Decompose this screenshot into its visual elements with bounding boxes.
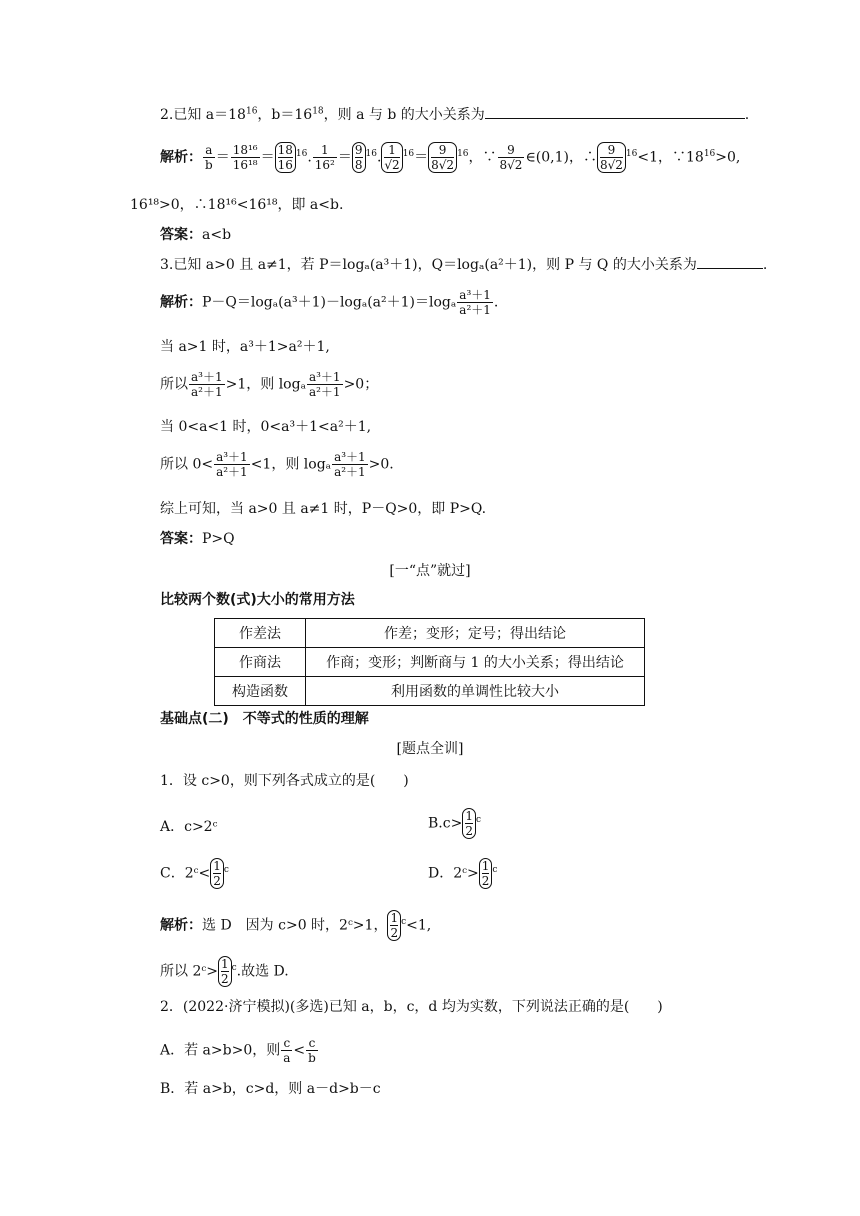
paren-fraction: $\frac{1}{2}$: [479, 858, 493, 889]
q3-case1-result: 所以 $\frac{\text{a³＋1}}{\text{a²＋1}}$ >1，则 logₐ $\frac{\text{a³＋1}}{\text{a²＋1}}$ >0；: [160, 370, 379, 399]
method-cell: 作差法: [215, 619, 306, 648]
fraction: $\frac{\text{18¹⁶}}{\text{16¹⁸}}$: [232, 143, 258, 172]
fraction: $\frac{\text{a³＋1}}{\text{a²＋1}}$: [308, 370, 341, 399]
q2-stem: 2.已知 $a=18^{16}$，$b=16^{18}$，则 a 与 b 的大小关系为 .: [160, 106, 750, 123]
paren-fraction: $\frac{1}{2}$: [462, 808, 476, 839]
paren-fraction: $\frac{1}{2}$: [218, 956, 232, 987]
fraction: $\frac{c}{a}$: [283, 1036, 291, 1065]
section-heading: [一“点”就过]: [389, 563, 471, 579]
section-title-2: 基础点(二) 不等式的性质的理解: [160, 711, 369, 727]
answer-blank: [485, 106, 745, 119]
p2-option-a: A．若 a>b>0，则 $\frac{c}{a}$ < $\frac{c}{b}$: [160, 1036, 316, 1065]
p1-option-a: A．c>2ᶜ: [160, 819, 218, 835]
methods-table: [214, 618, 645, 706]
table-row: [215, 648, 645, 677]
fraction: $\frac{a}{b}$: [205, 143, 213, 172]
answer-blank: [697, 256, 763, 269]
paren-fraction: $\frac{1}{√2}$: [381, 142, 402, 173]
fraction: $\frac{1}{\text{16²}}$: [314, 143, 335, 172]
fraction: $\frac{c}{b}$: [308, 1036, 316, 1065]
paren-fraction: $\frac{9}{8√2}$: [597, 142, 626, 173]
paren-fraction: $\frac{1}{2}$: [387, 910, 401, 941]
steps-cell: 作差；变形；定号；得出结论: [306, 619, 645, 648]
steps-cell: 作商；变形；判断商与 1 的大小关系；得出结论: [306, 648, 645, 677]
p2-option-b: B．若 a>b，c>d，则 a－d>b－c: [160, 1081, 381, 1097]
q3-answer: 答案：P>Q: [160, 531, 235, 547]
q2-answer: 答案：a<b: [160, 227, 232, 243]
paren-fraction: $\frac{9}{8√2}$: [428, 142, 457, 173]
fraction: $\frac{9}{8√2}$: [499, 143, 523, 172]
paren-fraction: $\frac{9}{8}$: [352, 142, 366, 173]
p1-solution-line2: 所以 2ᶜ> $\frac{1}{2}^c$.故选 D.: [160, 957, 289, 986]
fraction: $\frac{\text{a³＋1}}{\text{a²＋1}}$: [459, 288, 491, 317]
paren-fraction: $\frac{18}{16}$: [275, 142, 296, 173]
fraction: $\frac{\text{a³＋1}}{\text{a²＋1}}$: [334, 450, 366, 479]
q3-solution: 解析：P－Q＝logₐ(a³＋1)－logₐ(a²＋1)＝logₐ $\frac{\text{a³＋1}}{\text{a²＋1}}$ .: [160, 288, 499, 317]
q3-case2-result: 所以 0< $\frac{\text{a³＋1}}{\text{a²＋1}}$ <1，则 logₐ $\frac{\text{a³＋1}}{\text{a²＋1}}$ >0.: [160, 450, 394, 479]
method-cell: 构造函数: [215, 677, 306, 706]
q3-stem: 3.已知 a>0 且 a≠1，若 P＝logₐ(a³＋1)，Q＝logₐ(a²＋1)，则 P 与 Q 的大小关系为 .: [160, 257, 768, 273]
paren-fraction: $\frac{1}{2}$: [210, 858, 224, 889]
q3-case1: 当 a>1 时，a³＋1>a²＋1,: [160, 339, 330, 355]
p1-stem: 1．设 c>0，则下列各式成立的是( ): [160, 773, 409, 789]
p1-option-d: D．2ᶜ> $\frac{1}{2}^c$: [428, 859, 498, 888]
q2-solution-line2: 16¹⁸>0，∴18¹⁶<16¹⁸，即 a<b.: [130, 197, 344, 213]
p2-stem: 2．(2022·济宁模拟)(多选)已知 a，b，c，d 均为实数，下列说法正确的是( ): [160, 999, 663, 1015]
q3-case2: 当 0<a<1 时，0<a³＋1<a²＋1,: [160, 419, 372, 435]
section-heading-2: [题点全训]: [396, 741, 464, 757]
method-cell: 作商法: [215, 648, 306, 677]
table-row: [215, 677, 645, 706]
fraction: $\frac{\text{a³＋1}}{\text{a²＋1}}$: [191, 370, 223, 399]
steps-cell: 利用函数的单调性比较大小: [306, 677, 645, 706]
q3-conclusion: 综上可知，当 a>0 且 a≠1 时，P－Q>0，即 P>Q.: [160, 501, 487, 517]
q2-solution: 解析： $\frac{a}{b}$ ＝ $\frac{\text{18¹⁶}}{\text{16¹⁸}}$ ＝ $\frac{18}{16}^{16}$. $\frac{1}{\text{16²}}$ ＝ $\frac{9}{8}^{16}$. $\frac{1}{√2}^{16}=$ $\frac{9}{8√2}^{16}$，∵ $\frac{9}{8√2}$ ∈(0,1)，∴ $\frac{9}{8√2}^{16}<1$，$\because 18^{16}>0$,: [160, 143, 741, 172]
p1-option-c: C．2ᶜ< $\frac{1}{2}^c$: [160, 859, 229, 888]
fraction: $\frac{\text{a³＋1}}{\text{a²＋1}}$: [216, 450, 248, 479]
table-row: [215, 619, 645, 648]
p1-solution: 解析：选 D 因为 c>0 时，2ᶜ>1， $\frac{1}{2}^c<1$,: [160, 911, 432, 940]
section-title: 比较两个数(式)大小的常用方法: [160, 592, 355, 608]
p1-option-b: B.c> $\frac{1}{2}^c$: [428, 809, 481, 838]
